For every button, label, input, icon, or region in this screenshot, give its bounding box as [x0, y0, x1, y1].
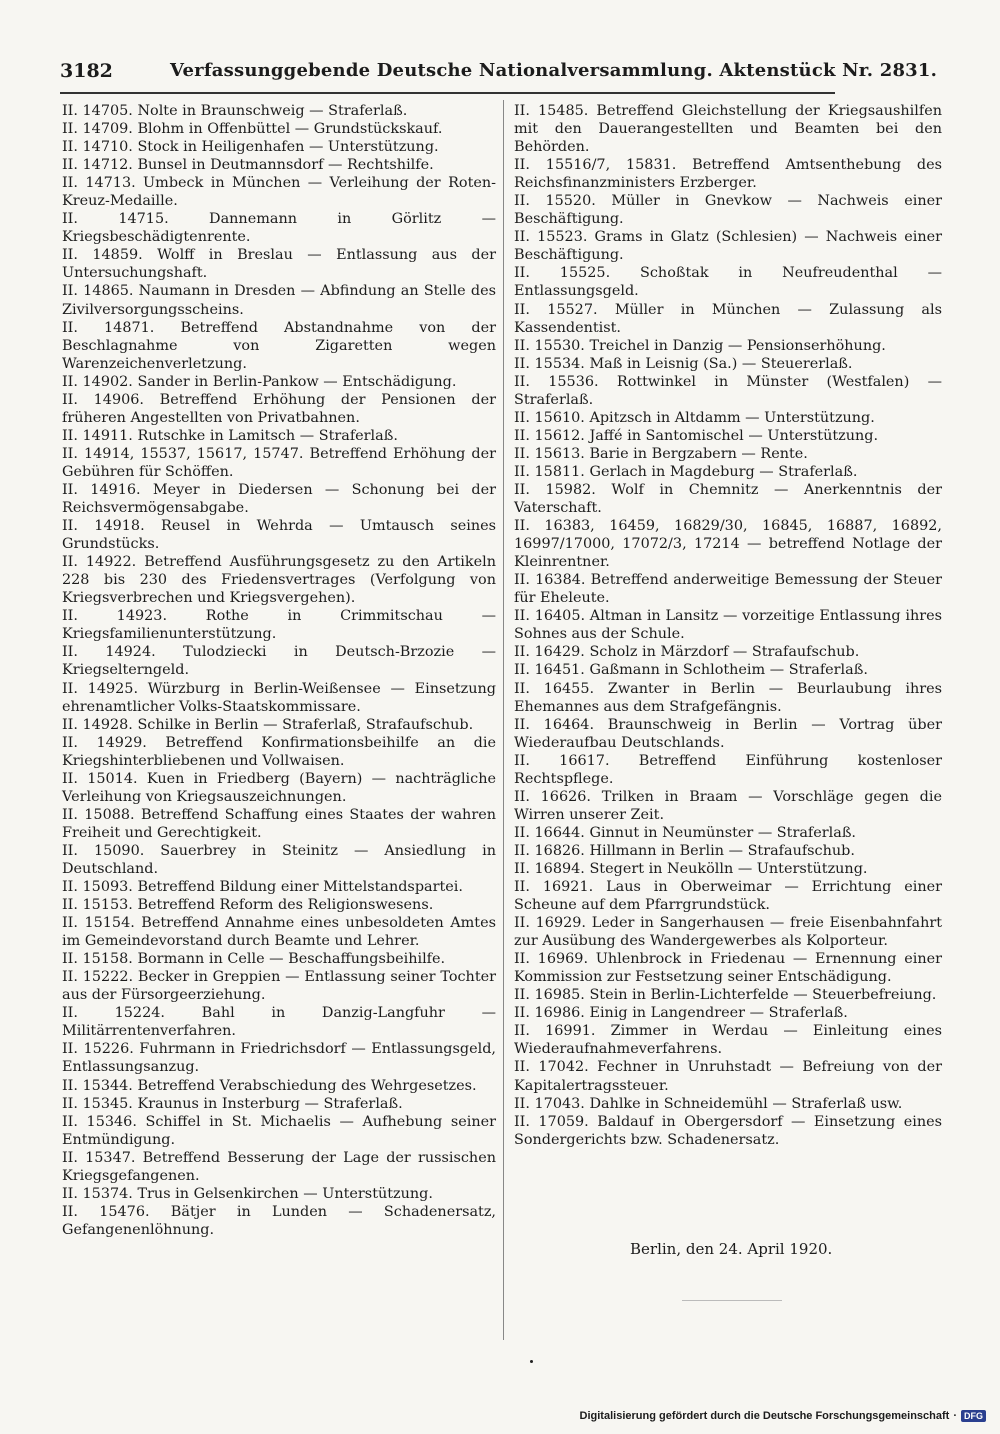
register-entry: II. 15158. Bormann in Celle — Beschaffungsbeihilfe.: [62, 951, 446, 968]
register-entry: II. 15534. Maß in Leisnig (Sa.) — Steuererlaß.: [514, 355, 853, 372]
right-column: [514, 102, 942, 1149]
register-entry: II. 15523. Grams in Glatz (Schlesien) — Nachweis einer Beschäftigung.: [514, 229, 942, 264]
register-entry: II. 14906. Betreffend Erhöhung der Pensionen der früheren Angestellten von Privatbahnen.: [62, 391, 496, 426]
register-entry: II. 15527. Müller in München — Zulassung als Kassendentist.: [514, 301, 942, 336]
register-entry: II. 15224. Bahl in Danzig-Langfuhr — Militärrentenverfahren.: [62, 1005, 496, 1040]
register-entry: II. 15476. Bätjer in Lunden — Schadenersatz, Gefangenenlöhnung.: [62, 1203, 496, 1238]
register-entry: II. 16986. Einig in Langendreer — Straferlaß.: [514, 1005, 848, 1022]
register-entry: II. 14871. Betreffend Abstandnahme von der Beschlagnahme von Zigaretten wegen Warenzeichenverletzung.: [62, 319, 496, 372]
register-entry: II. 15520. Müller in Gnevkow — Nachweis einer Beschäftigung.: [514, 193, 942, 228]
page-dot: [530, 1360, 533, 1363]
register-entry: II. 16991. Zimmer in Werdau — Einleitung eines Wiederaufnahmeverfahrens.: [514, 1023, 942, 1058]
register-entry: II. 15088. Betreffend Schaffung eines Staates der wahren Freiheit und Gerechtigkeit.: [62, 806, 496, 841]
register-entry: II. 15154. Betreffend Annahme eines unbesoldeten Amtes im Gemeindevorstand durch Beamte und Lehrer.: [62, 915, 496, 950]
register-entry: II. 15093. Betreffend Bildung einer Mittelstandspartei.: [62, 879, 463, 896]
register-entry: II. 16455. Zwanter in Berlin — Beurlaubung ihres Ehemannes aus dem Strafgefängnis.: [514, 680, 942, 715]
register-entry: II. 15346. Schiffel in St. Michaelis — Aufhebung seiner Entmündigung.: [62, 1113, 496, 1148]
register-entry: II. 15347. Betreffend Besserung der Lage der russischen Kriegsgefangenen.: [62, 1149, 496, 1184]
register-entry: II. 15345. Kraunus in Insterburg — Straferlaß.: [62, 1095, 403, 1112]
dfg-logo: DFG: [961, 1410, 986, 1422]
register-entry: II. 15530. Treichel in Danzig — Pensionserhöhung.: [514, 337, 886, 354]
register-entry: II. 15014. Kuen in Friedberg (Bayern) — nachträgliche Verleihung von Kriegsauszeichnungen.: [62, 770, 496, 805]
register-entry: II. 16644. Ginnut in Neumünster — Straferlaß.: [514, 824, 857, 841]
register-entry: II. 14859. Wolff in Breslau — Entlassung aus der Untersuchungshaft.: [62, 247, 496, 282]
register-entry: II. 15982. Wolf in Chemnitz — Anerkenntnis der Vaterschaft.: [514, 481, 942, 517]
register-entry: II. 15610. Apitzsch in Altdamm — Unterstützung.: [514, 409, 875, 426]
register-entry: II. 14865. Naumann in Dresden — Abfindung an Stelle des Zivilversorgungsscheins.: [62, 283, 496, 318]
footer: Digitalisierung gefördert durch die Deutsche Forschungsgemeinschaft · DFG: [580, 1410, 986, 1422]
register-entry: II. 14705. Nolte in Braunschweig — Straferlaß.: [62, 103, 408, 119]
register-entry: II. 14916. Meyer in Diedersen — Schonung bei der Reichsvermögensabgabe.: [62, 481, 496, 517]
register-entry: II. 15811. Gerlach in Magdeburg — Straferlaß.: [514, 463, 858, 480]
header-rule: [60, 92, 835, 94]
register-entry: II. 15153. Betreffend Reform des Religionswesens.: [62, 897, 434, 914]
register-entry: II. 15090. Sauerbrey in Steinitz — Ansiedlung in Deutschland.: [62, 842, 496, 877]
register-entry: II. 15525. Schoßtak in Neufreudenthal — Entlassungsgeld.: [514, 265, 942, 300]
register-entry: II. 14709. Blohm in Offenbüttel — Grundstückskauf.: [62, 121, 443, 138]
left-column: [62, 102, 496, 1239]
register-entry: II. 16929. Leder in Sangerhausen — freie Eisenbahnfahrt zur Ausübung des Wandergewerbes als Kolporteur.: [514, 915, 942, 950]
register-entry: II. 15612. Jaffé in Santomischel — Unterstützung.: [514, 427, 879, 444]
register-entry: II. 17059. Baldauf in Obergersdorf — Einsetzung eines Sondergerichts bzw. Schadenersatz.: [514, 1113, 942, 1148]
register-entry: II. 14914, 15537, 15617, 15747. Betreffend Erhöhung der Gebühren für Schöffen.: [62, 445, 496, 480]
register-entry: II. 16969. Uhlenbrock in Friedenau — Ernennung einer Kommission zur Festsetzung seiner Entschädigung.: [514, 951, 942, 986]
page-number: 3182: [60, 60, 113, 82]
register-entry: II. 15222. Becker in Greppien — Entlassung seiner Tochter aus der Fürsorgeerziehung.: [62, 969, 496, 1004]
running-title: Verfassunggebende Deutsche Nationalversammlung. Aktenstück Nr. 2831.: [170, 60, 938, 81]
register-entry: II. 15516/7, 15831. Betreffend Amtsenthebung des Reichsfinanzministers Erzberger.: [514, 157, 942, 192]
register-entry: II. 14710. Stock in Heiligenhafen — Unterstützung.: [62, 139, 439, 156]
footer-text: Digitalisierung gefördert durch die Deutsche Forschungsgemeinschaft: [579, 1410, 950, 1422]
register-entry: II. 14712. Bunsel in Deutmannsdorf — Rechtshilfe.: [62, 157, 434, 174]
register-entry: II. 16617. Betreffend Einführung kostenloser Rechtspflege.: [514, 752, 942, 787]
register-entry: II. 15344. Betreffend Verabschiedung des Wehrgesetzes.: [62, 1077, 477, 1094]
register-entry: II. 16894. Stegert in Neukölln — Unterstützung.: [514, 860, 868, 877]
register-entry: II. 16384. Betreffend anderweitige Bemessung der Steuer für Eheleute.: [514, 572, 942, 607]
register-entry: II. 15485. Betreffend Gleichstellung der Kriegsaushilfen mit den Dauerangestellten und Beamten bei den Behörden.: [514, 103, 942, 156]
register-entry: II. 16626. Trilken in Braam — Vorschläge gegen die Wirren unserer Zeit.: [514, 788, 942, 823]
register-entry: II. 16451. Gaßmann in Schlotheim — Straferlaß.: [514, 662, 868, 679]
register-entry: II. 14928. Schilke in Berlin — Straferlaß, Strafaufschub.: [62, 716, 474, 733]
register-entry: II. 17042. Fechner in Unruhstadt — Befreiung von der Kapitalertragssteuer.: [514, 1059, 942, 1094]
register-entry: II. 14925. Würzburg in Berlin-Weißensee — Einsetzung ehrenamtlicher Volks-Staatskommissare.: [62, 680, 496, 715]
register-entry: II. 14713. Umbeck in München — Verleihung der Roten-Kreuz-Medaille.: [62, 175, 496, 210]
register-entry: II. 15613. Barie in Bergzabern — Rente.: [514, 445, 808, 462]
page-header: [60, 58, 938, 92]
register-entry: II. 14922. Betreffend Ausführungsgesetz zu den Artikeln 228 bis 230 des Friedensvertrages (Verfolgung von Kriegsverbrechen und Kriegsvergehen).: [62, 554, 496, 607]
register-entry: II. 15536. Rottwinkel in Münster (Westfalen) — Straferlaß.: [514, 373, 942, 408]
closing-date-line: Berlin, den 24. April 1920.: [630, 1240, 833, 1258]
register-entry: II. 14902. Sander in Berlin-Pankow — Entschädigung.: [62, 373, 457, 390]
register-entry: II. 16985. Stein in Berlin-Lichterfelde — Steuerbefreiung.: [514, 987, 937, 1004]
register-entry: II. 14715. Dannemann in Görlitz — Kriegsbeschädigtenrente.: [62, 211, 496, 246]
register-entry: II. 16826. Hillmann in Berlin — Strafaufschub.: [514, 842, 855, 859]
register-entry: II. 16405. Altman in Lansitz — vorzeitige Entlassung ihres Sohnes aus der Schule.: [514, 608, 942, 643]
register-entry: II. 15374. Trus in Gelsenkirchen — Unterstützung.: [62, 1185, 433, 1202]
register-entry: II. 14911. Rutschke in Lamitsch — Straferlaß.: [62, 427, 398, 444]
column-divider: [503, 100, 504, 1340]
register-entry: II. 16464. Braunschweig in Berlin — Vortrag über Wiederaufbau Deutschlands.: [514, 716, 942, 751]
register-entry: II. 16383, 16459, 16829/30, 16845, 16887, 16892, 16997/17000, 17072/3, 17214 — betreffend Notlage der Kleinrentner.: [514, 518, 942, 571]
register-entry: II. 14929. Betreffend Konfirmationsbeihilfe an die Kriegshinterbliebenen und Vollwaisen.: [62, 734, 496, 769]
register-entry: II. 14923. Rothe in Crimmitschau — Kriegsfamilienunterstützung.: [62, 608, 496, 643]
register-entry: II. 16921. Laus in Oberweimar — Errichtung einer Scheune auf dem Pfarrgrundstück.: [514, 879, 942, 914]
register-entry: II. 15226. Fuhrmann in Friedrichsdorf — Entlassungsgeld, Entlassungsanzug.: [62, 1041, 496, 1076]
register-entry: II. 14918. Reusel in Wehrda — Umtausch seines Grundstücks.: [62, 518, 496, 553]
register-entry: II. 14924. Tulodziecki in Deutsch-Brzozie — Kriegselterngeld.: [62, 644, 496, 679]
register-entry: II. 17043. Dahlke in Schneidemühl — Straferlaß usw.: [514, 1095, 903, 1112]
closing-rule: [682, 1300, 782, 1301]
register-entry: II. 16429. Scholz in Märzdorf — Strafaufschub.: [514, 644, 860, 661]
